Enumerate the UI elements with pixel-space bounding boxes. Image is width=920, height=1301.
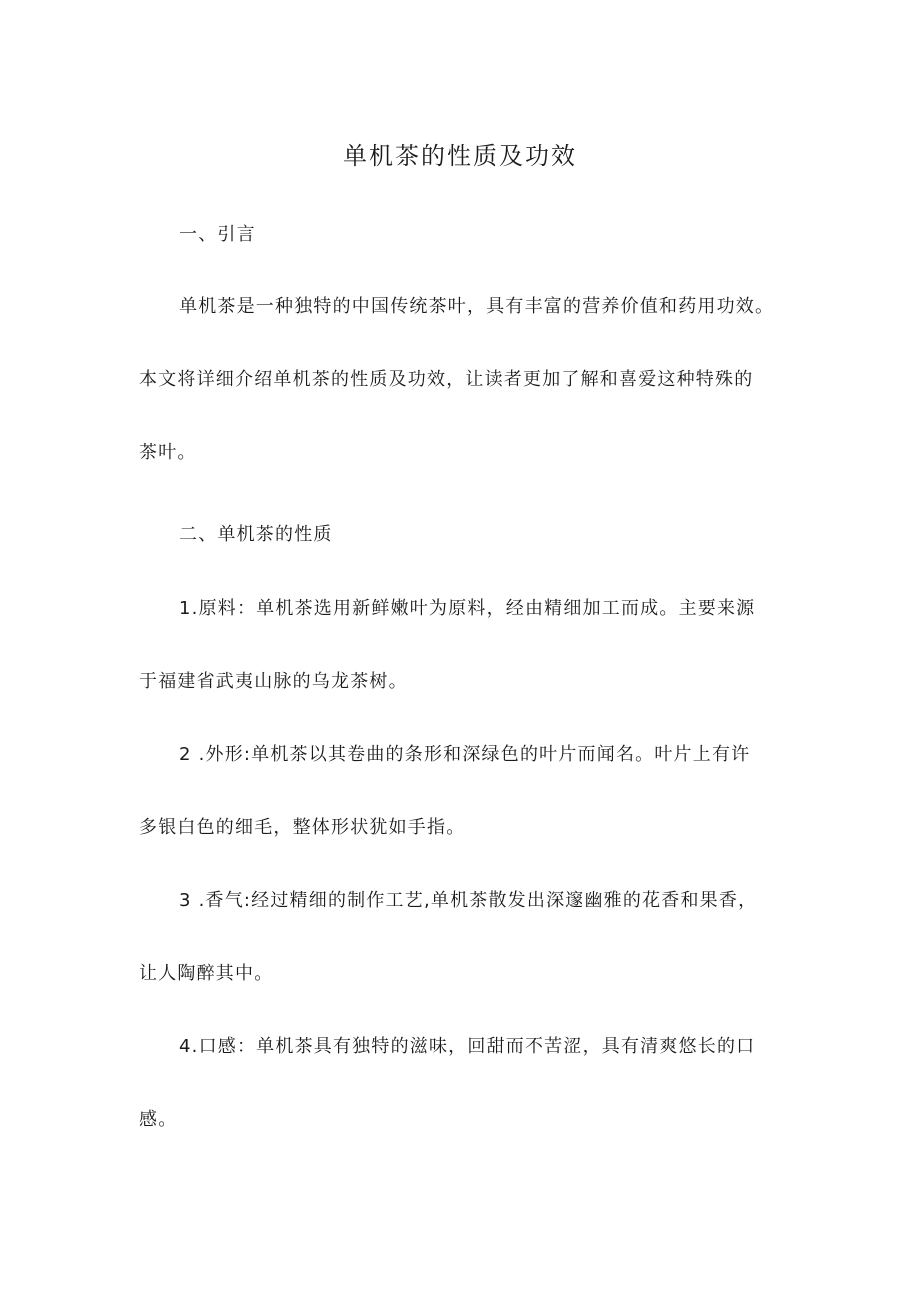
paragraph-line: 单机茶是一种独特的中国传统茶叶，具有丰富的营养价值和药用功效。	[179, 296, 775, 317]
list-item-aroma	[139, 864, 789, 1010]
list-item-raw-material	[139, 572, 789, 718]
paragraph-line: 感。	[139, 1109, 178, 1130]
paragraph-line: 本文将详细介绍单机茶的性质及功效，让读者更加了解和喜爱这种特殊的	[139, 369, 754, 390]
heading-text: 二、单机茶的性质	[179, 524, 333, 545]
section-heading-intro	[139, 198, 789, 271]
heading-text: 一、引言	[179, 224, 256, 245]
paragraph-line: 茶叶。	[139, 442, 197, 463]
document-title: 单机茶的性质及功效	[343, 142, 577, 170]
paragraph-line: 2 .外形:单机茶以其卷曲的条形和深绿色的叶片而闻名。叶片上有许	[179, 744, 751, 765]
paragraph-line: 4.口感：单机茶具有独特的滋味，回甜而不苦涩，具有清爽悠长的口	[179, 1036, 756, 1057]
paragraph-line: 让人陶醉其中。	[139, 963, 274, 984]
list-item-taste	[139, 1010, 789, 1156]
paragraph-line: 1.原料：单机茶选用新鲜嫩叶为原料，经由精细加工而成。主要来源	[179, 598, 756, 619]
paragraph-line: 多银白色的细毛，整体形状犹如手指。	[139, 817, 466, 838]
section-heading-properties	[139, 498, 789, 571]
paragraph-intro	[139, 270, 789, 489]
list-item-appearance	[139, 718, 789, 864]
paragraph-line: 3 .香气:经过精细的制作工艺,单机茶散发出深邃幽雅的花香和果香，	[179, 890, 758, 911]
paragraph-line: 于福建省武夷山脉的乌龙茶树。	[139, 671, 408, 692]
